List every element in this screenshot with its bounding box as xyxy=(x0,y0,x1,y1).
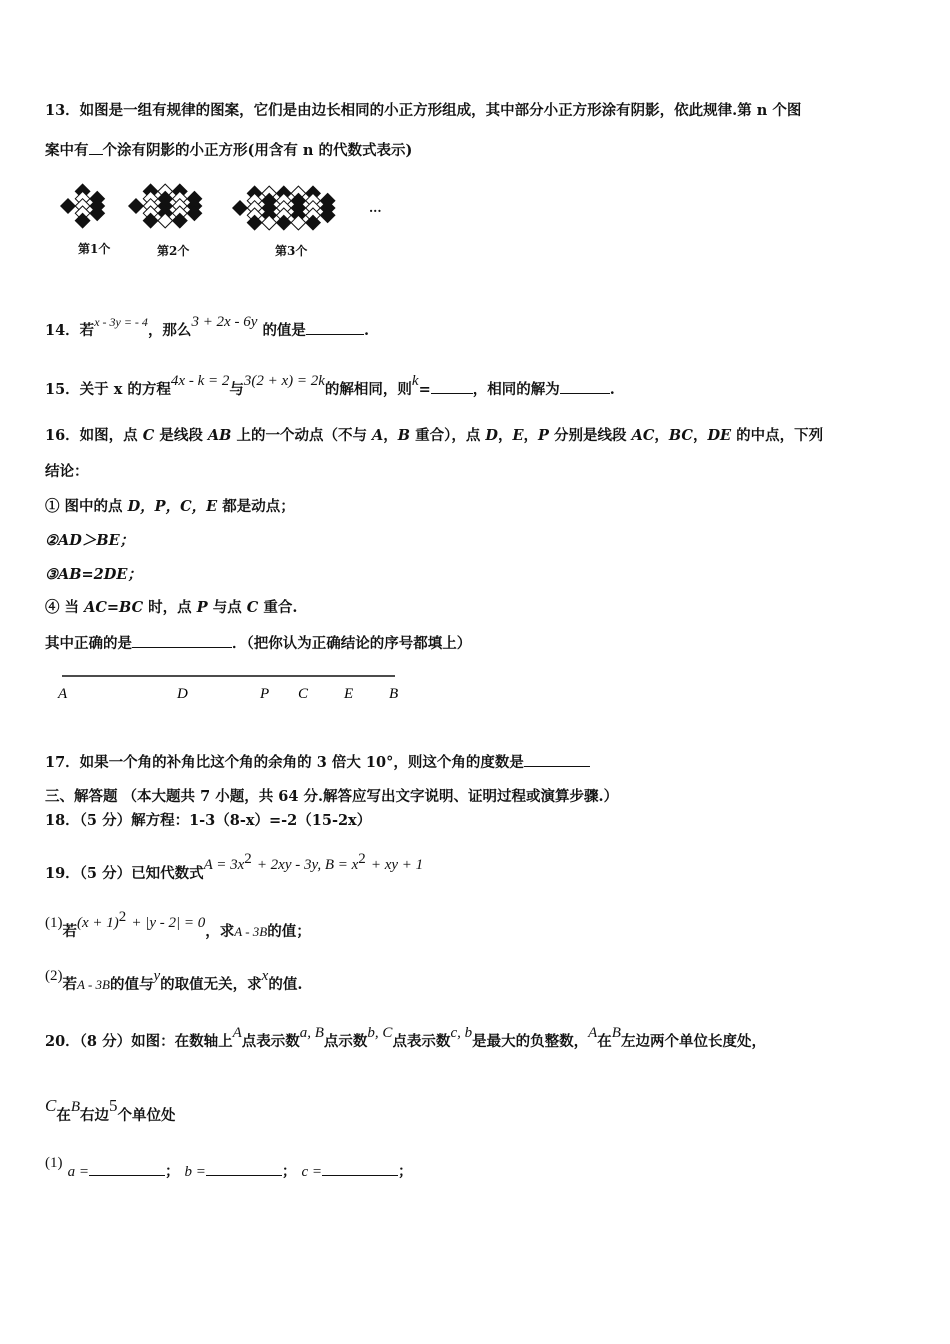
q16-opt1: ① 图中的点 D，P，C，E 都是动点； xyxy=(45,498,295,515)
q19-part2: (2)若A - 3B的值与y的取值无关，求x的值. xyxy=(45,968,303,993)
section-heading: 三、解答题 （本大题共 7 小题，共 64 分.解答应写出文字说明、证明过程或演算步骤.） xyxy=(45,788,619,805)
point-label-e: E xyxy=(344,686,354,702)
point-label-b: B xyxy=(389,686,399,702)
q19-part1: (1)若$(x + 1)^2 + |y - 2| = 0$，求A - 3B的值； xyxy=(45,909,311,940)
segment-figure xyxy=(55,668,415,712)
answer-blank-c xyxy=(322,1161,398,1176)
answer-blank xyxy=(560,379,610,394)
pattern-square-fig3 xyxy=(233,201,248,216)
q19-line: 19．（5 分）已知代数式$A = 3x^2 + 2xy - 3y$, $B = x^2$ + xy + 1 xyxy=(45,851,424,882)
q15-line: 15．关于 x 的方程4x - k = 2与3(2 + x) = 2k的解相同，则k= ，相同的解为 . xyxy=(45,373,615,398)
pattern-label-2: 第2个 xyxy=(157,244,190,258)
pattern-square-fig1 xyxy=(61,199,76,214)
q16-opt4: ④ 当 AC=BC 时，点 P 与点 C 重合. xyxy=(45,599,298,616)
pattern-label-1: 第1个 xyxy=(78,242,111,256)
answer-blank-b xyxy=(206,1161,282,1176)
point-label-d: D xyxy=(177,686,188,702)
answer-blank xyxy=(89,140,103,155)
point-label-a: A xyxy=(58,686,68,702)
q20-line1: 20．（8 分）如图：在数轴上A点表示数a, B点示数b, C点表示数c, b是最大的负整数，A在B左边两个单位长度处， xyxy=(45,1025,766,1050)
q20-line2: C在B右边5个单位处 xyxy=(45,1096,176,1124)
answer-blank xyxy=(431,379,473,394)
q17-line: 17．如果一个角的补角比这个角的余角的 3 倍大 10°，则这个角的度数是 xyxy=(45,752,590,773)
pattern-figure xyxy=(60,178,400,263)
point-label-p: P xyxy=(260,686,270,702)
point-label-c: C xyxy=(298,686,309,702)
q16-line2: 结论： xyxy=(45,463,89,480)
q13-line2: 案中有 个涂有阴影的小正方形(用含有 n 的代数式表示) xyxy=(45,142,413,159)
pattern-ellipsis: ··· xyxy=(369,204,382,218)
answer-blank xyxy=(524,752,590,767)
q16-opt2: ②AD＞BE； xyxy=(45,532,135,549)
answer-blank xyxy=(132,633,232,648)
q13-line1: 13．如图是一组有规律的图案，它们是由边长相同的小正方形组成，其中部分小正方形涂有阴影，依此规律.第 n 个图 xyxy=(45,102,802,119)
pattern-svg xyxy=(60,178,400,263)
q16-answer: 其中正确的是 ．（把你认为正确结论的序号都填上） xyxy=(45,635,472,652)
segment-svg xyxy=(55,668,415,708)
q16-line1: 16．如图，点 C 是线段 AB 上的一个动点（不与 A，B 重合），点 D，E，P 分别是线段 AC，BC，DE 的中点，下列 xyxy=(45,427,824,444)
pattern-square-fig2 xyxy=(129,199,144,214)
answer-blank-a xyxy=(89,1161,165,1176)
q16-opt3: ③AB=2DE； xyxy=(45,566,142,583)
q20-part1: (1) a = ； b = ； c = ； xyxy=(45,1155,413,1180)
answer-blank xyxy=(306,320,364,335)
q18-line: 18．（5 分）解方程：1-3（8-x）=-2（15-2x） xyxy=(45,812,372,829)
q14-line: 14．若$^{x - 3y = - 4}$，那么3 + 2x - 6y 的值是 . xyxy=(45,314,369,339)
pattern-label-3: 第3个 xyxy=(275,244,308,258)
